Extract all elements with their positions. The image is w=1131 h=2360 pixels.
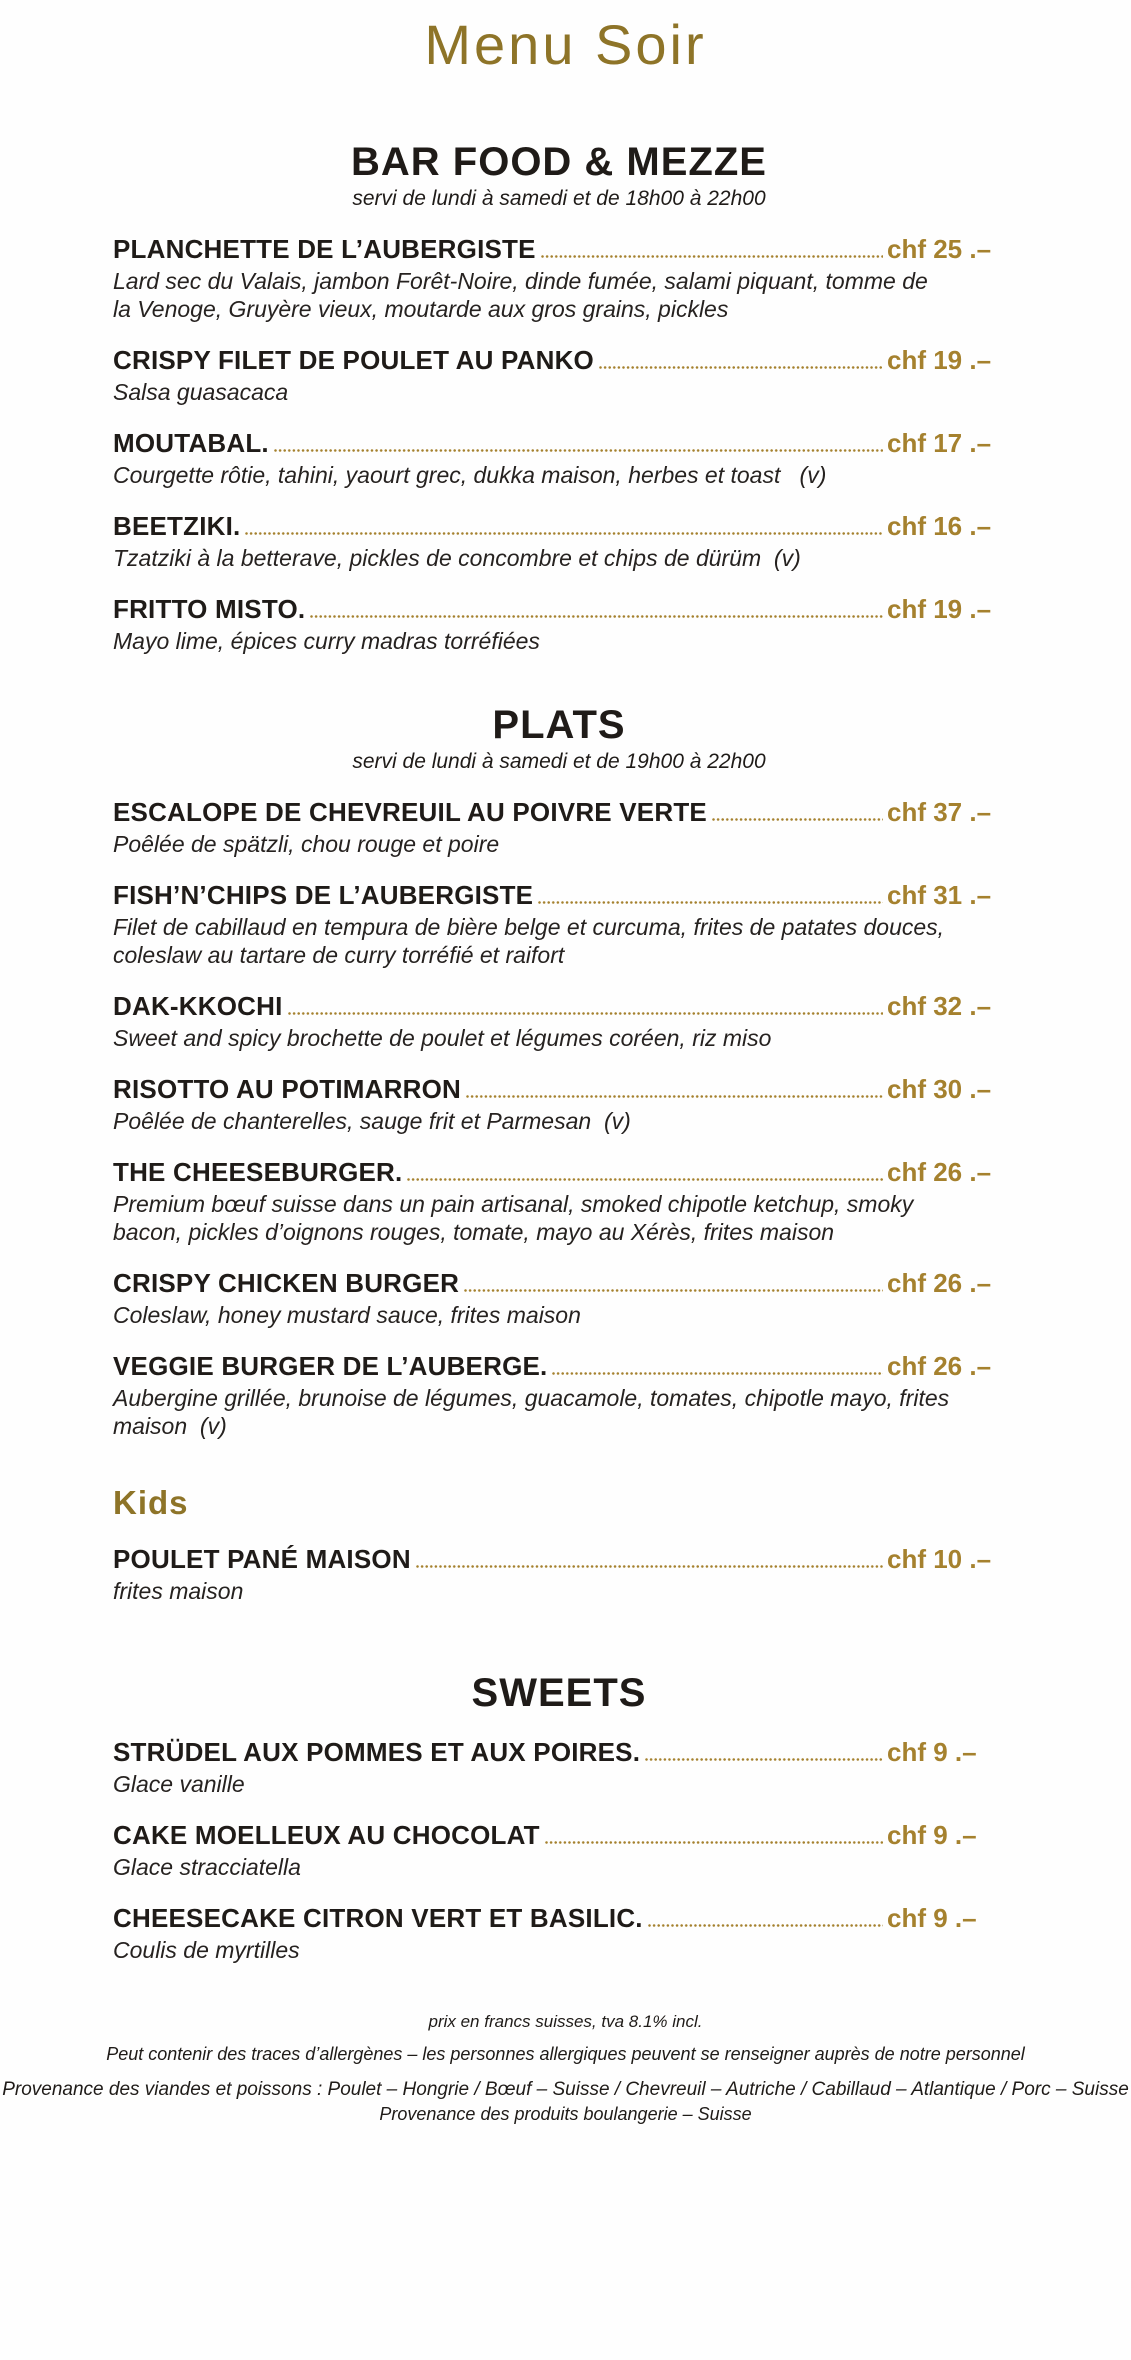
section-heading: SWEETS — [471, 1671, 647, 1715]
item-price: chf 19 .– — [887, 594, 992, 624]
item-name: FISH’N’CHIPS DE L’AUBERGISTE — [113, 880, 534, 910]
menu-item — [113, 1544, 1005, 1605]
menu-body — [113, 140, 1005, 1964]
item-price: chf 26 .– — [887, 1351, 992, 1381]
item-row — [113, 1157, 1005, 1187]
menu-item — [113, 1737, 1005, 1798]
item-row — [113, 428, 1005, 458]
item-name: CAKE MOELLEUX AU CHOCOLAT — [113, 1820, 540, 1850]
item-row — [113, 511, 1005, 541]
item-name: MOUTABAL. — [113, 428, 269, 458]
dotted-leader — [466, 1095, 883, 1098]
item-row — [113, 797, 1005, 827]
item-row — [113, 234, 1005, 264]
dotted-leader — [274, 449, 883, 452]
item-name: DAK-KKOCHI — [113, 991, 283, 1021]
item-description: Courgette rôtie, tahini, yaourt grec, dukka maison, herbes et toast (v) — [113, 462, 827, 488]
item-description: Poêlée de chanterelles, sauge frit et Parmesan (v) — [113, 1108, 631, 1134]
item-description: frites maison — [113, 1578, 244, 1604]
dotted-leader — [310, 615, 883, 618]
item-name: BEETZIKI. — [113, 511, 241, 541]
dotted-leader — [407, 1178, 883, 1181]
item-price: chf 17 .– — [887, 428, 992, 458]
item-row — [113, 1351, 1005, 1381]
item-row — [113, 1903, 1005, 1933]
item-name: CRISPY CHICKEN BURGER — [113, 1268, 460, 1298]
item-description: Lard sec du Valais, jambon Forêt-Noire, dinde fumée, salami piquant, tomme de la Venoge, Gruyère vieux, moutarde aux gros grains, pickles — [113, 268, 928, 322]
item-row — [113, 1268, 1005, 1298]
item-name: PLANCHETTE DE L’AUBERGISTE — [113, 234, 536, 264]
item-name: FRITTO MISTO. — [113, 594, 306, 624]
section-subheading: servi de lundi à samedi et de 18h00 à 22h00 — [352, 187, 766, 210]
item-row — [113, 1820, 1005, 1850]
dotted-leader — [545, 1841, 883, 1844]
item-name: POULET PANÉ MAISON — [113, 1544, 411, 1574]
footer-allergen-note: Peut contenir des traces d’allergènes – les personnes allergiques peuvent se renseigner auprès de notre personnel — [106, 2044, 1025, 2064]
item-name: RISOTTO AU POTIMARRON — [113, 1074, 461, 1104]
item-row — [113, 991, 1005, 1021]
dotted-leader — [712, 818, 883, 821]
item-description: Poêlée de spätzli, chou rouge et poire — [113, 831, 500, 857]
footer-tva-note: prix en francs suisses, tva 8.1% incl. — [428, 2012, 703, 2031]
item-price: chf 30 .– — [887, 1074, 992, 1104]
menu-item — [113, 511, 1005, 572]
section-sweets — [113, 1671, 1005, 1964]
page-title: Menu Soir — [424, 13, 707, 76]
kids-heading: Kids — [113, 1484, 189, 1521]
dotted-leader — [552, 1372, 883, 1375]
footer-provenance-bakery: Provenance des produits boulangerie – Suisse — [379, 2104, 752, 2124]
item-row — [113, 880, 1005, 910]
menu-item — [113, 1351, 1005, 1440]
item-price: chf 25 .– — [887, 234, 992, 264]
item-row — [113, 1074, 1005, 1104]
item-price: chf 9 .– — [887, 1737, 977, 1767]
item-description: Aubergine grillée, brunoise de légumes, guacamole, tomates, chipotle mayo, frites maison (v) — [113, 1385, 950, 1439]
section-heading: BAR FOOD & MEZZE — [351, 140, 767, 184]
item-description: Salsa guasacaca — [113, 379, 289, 405]
item-row — [113, 1544, 1005, 1574]
item-row — [113, 1737, 1005, 1767]
dotted-leader — [538, 901, 883, 904]
menu-item — [113, 880, 1005, 969]
section-bar-food — [113, 140, 1005, 655]
item-price: chf 32 .– — [887, 991, 992, 1021]
item-description: Filet de cabillaud en tempura de bière belge et curcuma, frites de patates douces, coleslaw au tartare de curry torréfié et raifort — [113, 914, 945, 968]
section-kids — [113, 1484, 1005, 1605]
dotted-leader — [599, 366, 883, 369]
menu-item — [113, 1903, 1005, 1964]
item-description: Coleslaw, honey mustard sauce, frites maison — [113, 1302, 581, 1328]
item-description: Mayo lime, épices curry madras torréfiées — [113, 628, 540, 654]
dotted-leader — [288, 1012, 883, 1015]
section-plats — [113, 703, 1005, 1440]
item-name: CHEESECAKE CITRON VERT ET BASILIC. — [113, 1903, 643, 1933]
menu-item — [113, 428, 1005, 489]
item-row — [113, 594, 1005, 624]
item-description: Glace stracciatella — [113, 1854, 301, 1880]
item-price: chf 31 .– — [887, 880, 992, 910]
menu-item — [113, 797, 1005, 858]
item-price: chf 26 .– — [887, 1157, 992, 1187]
item-price: chf 9 .– — [887, 1903, 977, 1933]
item-description: Glace vanille — [113, 1771, 245, 1797]
item-price: chf 9 .– — [887, 1820, 977, 1850]
item-description: Sweet and spicy brochette de poulet et légumes coréen, riz miso — [113, 1025, 772, 1051]
item-description: Premium bœuf suisse dans un pain artisanal, smoked chipotle ketchup, smoky bacon, pickles d’oignons rouges, tomate, mayo au Xérès, frites maison — [113, 1191, 914, 1245]
item-name: CRISPY FILET DE POULET AU PANKO — [113, 345, 594, 375]
menu-item — [113, 594, 1005, 655]
menu-item — [113, 991, 1005, 1052]
item-price: chf 10 .– — [887, 1544, 992, 1574]
menu-item — [113, 345, 1005, 406]
item-description: Coulis de myrtilles — [113, 1937, 300, 1963]
dotted-leader — [648, 1924, 883, 1927]
item-name: ESCALOPE DE CHEVREUIL AU POIVRE VERTE — [113, 797, 707, 827]
footer — [0, 2010, 1131, 2126]
item-price: chf 37 .– — [887, 797, 992, 827]
footer-provenance-meats: Provenance des viandes et poissons : Poulet – Hongrie / Bœuf – Suisse / Chevreuil – Autriche / Cabillaud – Atlantique / Porc – Suisse — [2, 2079, 1129, 2100]
item-name: STRÜDEL AUX POMMES ET AUX POIRES. — [113, 1737, 641, 1767]
menu-item — [113, 1268, 1005, 1329]
menu-item — [113, 1074, 1005, 1135]
item-name: VEGGIE BURGER DE L’AUBERGE. — [113, 1351, 548, 1381]
item-row — [113, 345, 1005, 375]
menu-item — [113, 234, 1005, 323]
section-subheading: servi de lundi à samedi et de 19h00 à 22h00 — [352, 750, 766, 773]
dotted-leader — [464, 1289, 883, 1292]
dotted-leader — [645, 1758, 883, 1761]
item-price: chf 26 .– — [887, 1268, 992, 1298]
dotted-leader — [245, 532, 883, 535]
item-description: Tzatziki à la betterave, pickles de concombre et chips de dürüm (v) — [113, 545, 801, 571]
dotted-leader — [416, 1565, 883, 1568]
section-heading: PLATS — [492, 703, 626, 747]
menu-item — [113, 1820, 1005, 1881]
dotted-leader — [541, 255, 883, 258]
item-price: chf 16 .– — [887, 511, 992, 541]
item-price: chf 19 .– — [887, 345, 992, 375]
menu-item — [113, 1157, 1005, 1246]
item-name: THE CHEESEBURGER. — [113, 1157, 403, 1187]
